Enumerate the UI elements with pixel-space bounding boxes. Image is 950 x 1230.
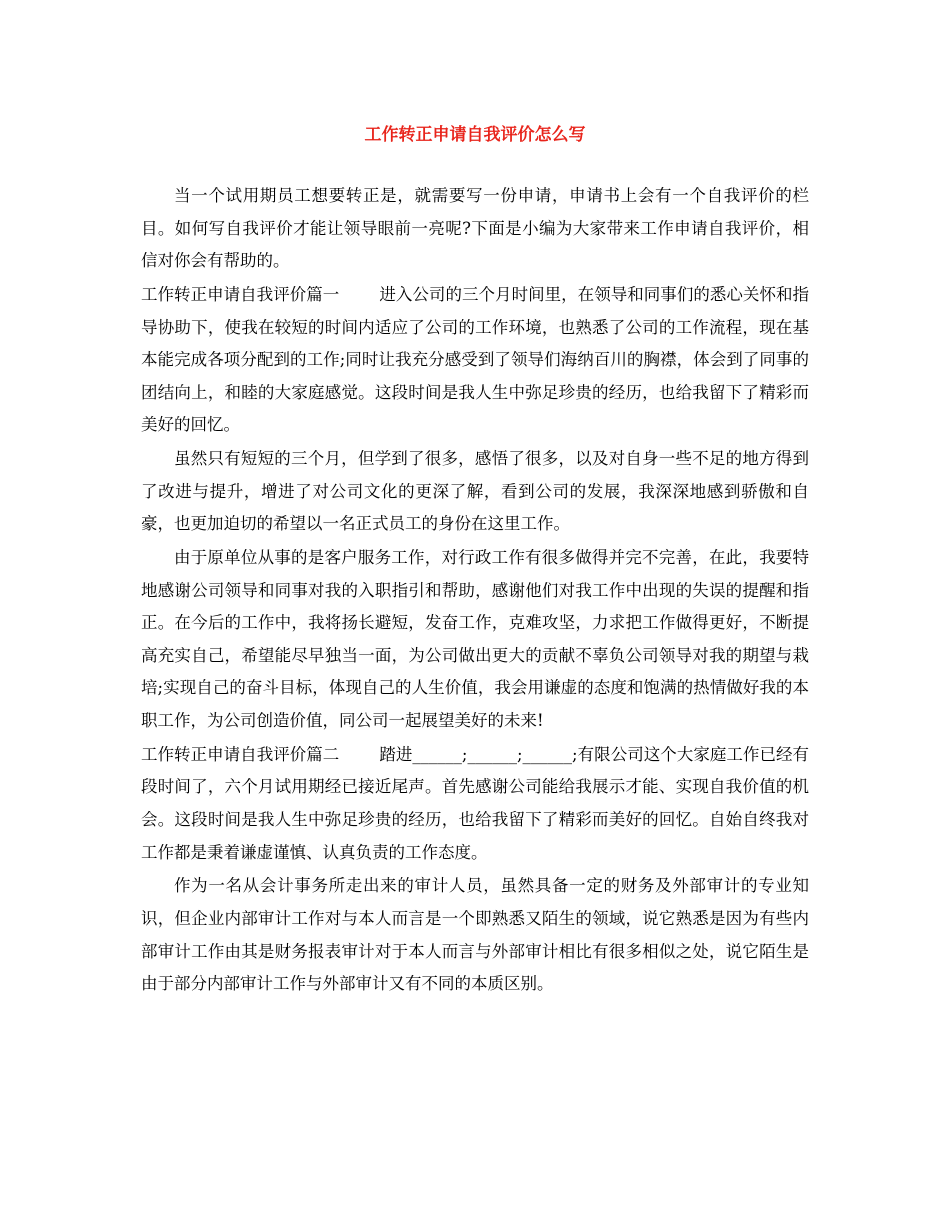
section-one-paragraph (141, 279, 809, 442)
section-two-text: 踏进______;______;______;有限公司这个大家庭工作已经有段时间了，六个月试用期经已接近尾声。首先感谢公司能给我展示才能、实现自我价值的机会。这段时间是我人生中弥足珍贵的经历，也给我留下了精彩而美好的回忆。自始自终我对工作都是秉着谦虚谨慎、认真负责的工作态度。 (141, 744, 809, 862)
body-paragraph: 作为一名从会计事务所走出来的审计人员，虽然具备一定的财务及外部审计的专业知识，但企业内部审计工作对与本人而言是一个即熟悉又陌生的领域，说它熟悉是因为有些内部审计工作由其是财务报表审计对于本人而言与外部审计相比有很多相似之处，说它陌生是由于部分内部审计工作与外部审计又有不同的本质区别。 (141, 876, 809, 994)
intro-paragraph: 当一个试用期员工想要转正是，就需要写一份申请，申请书上会有一个自我评价的栏目。如何写自我评价才能让领导眼前一亮呢?下面是小编为大家带来工作申请自我评价，相信对你会有帮助的。 (141, 186, 809, 271)
document-body (141, 180, 809, 1002)
section-heading-one: 工作转正申请自我评价篇一 (141, 284, 340, 304)
body-paragraph: 虽然只有短短的三个月，但学到了很多，感悟了很多，以及对自身一些不足的地方得到了改进与提升，增进了对公司文化的更深了解，看到公司的发展，我深深地感到骄傲和自豪，也更加迫切的希望以一名正式员工的身份在这里工作。 (141, 449, 809, 534)
document-title: 工作转正申请自我评价怎么写 (364, 125, 586, 145)
section-one-text: 进入公司的三个月时间里，在领导和同事们的悉心关怀和指导协助下，使我在较短的时间内适应了公司的工作环境，也熟悉了公司的工作流程，现在基本能完成各项分配到的工作;同时让我充分感受到了领导们海纳百川的胸襟，体会到了同事的团结向上，和睦的大家庭感觉。这段时间是我人生中弥足珍贵的经历，也给我留下了精彩而美好的回忆。 (141, 284, 810, 435)
section-two-paragraph (141, 739, 809, 869)
body-paragraph: 由于原单位从事的是客户服务工作，对行政工作有很多做得并完不完善，在此，我要特地感谢公司领导和同事对我的入职指引和帮助，感谢他们对我工作中出现的失误的提醒和指正。在今后的工作中，我将扬长避短，发奋工作，克难攻坚，力求把工作做得更好，不断提高充实自己，希望能尽早独当一面，为公司做出更大的贡献不辜负公司领导对我的期望与栽培;实现自己的奋斗目标，体现自己的人生价值，我会用谦虚的态度和饱满的热情做好我的本职工作，为公司创造价值，同公司一起展望美好的未来! (141, 548, 809, 731)
section-heading-two: 工作转正申请自我评价篇二 (141, 744, 340, 764)
